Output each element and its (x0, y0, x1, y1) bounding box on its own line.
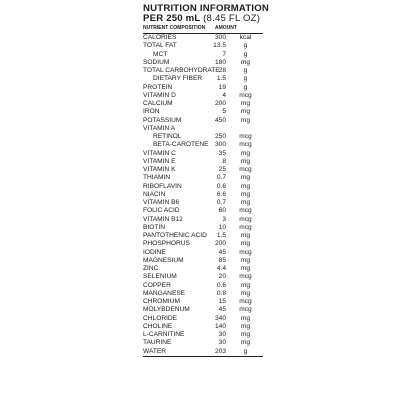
nutrient-name: CHLORIDE (143, 314, 178, 322)
nutrient-amount: 1.5 (216, 75, 226, 83)
nutrient-amount: 0.8 (216, 289, 226, 297)
nutrient-unit: mg (240, 265, 251, 272)
nutrient-unit: mg (240, 190, 251, 198)
nutrient-amount: 4.4 (216, 265, 226, 272)
nutrient-unit: mg (240, 256, 251, 264)
nutrient-unit: g (243, 75, 248, 83)
nutrient-row (143, 298, 263, 306)
nutrient-unit: mg (240, 182, 251, 190)
nutrient-amount: 0.7 (216, 174, 226, 182)
nutrient-amount: 35 (218, 149, 226, 157)
nutrient-unit: mcg (239, 273, 252, 281)
nutrient-unit: mg (240, 149, 251, 157)
nutrient-row (143, 348, 263, 356)
nutrient-name: TOTAL CARBOHYDRATE (143, 67, 220, 74)
nutrient-row (143, 265, 263, 273)
serving-size-imperial: (8.45 FL OZ) (203, 13, 261, 24)
nutrient-row (143, 158, 263, 166)
nutrient-row (143, 183, 263, 191)
nutrient-name: VITAMIN K (143, 166, 176, 173)
nutrient-name: VITAMIN D (143, 91, 176, 99)
nutrient-name: MAGNESIUM (143, 256, 184, 264)
nutrient-unit: mg (240, 232, 251, 239)
nutrient-name: PANTOTHENIC ACID (143, 232, 207, 239)
nutrient-row (143, 306, 263, 314)
nutrient-amount: 6.6 (216, 190, 226, 198)
nutrient-unit: g (243, 50, 248, 58)
nutrient-unit: mg (240, 331, 251, 338)
nutrient-unit: mcg (239, 248, 252, 256)
nutrient-row (143, 108, 263, 116)
nutrient-amount: 1.5 (216, 232, 226, 239)
nutrient-name: MANGANESE (143, 289, 186, 297)
nutrient-name: FOLIC ACID (143, 207, 180, 215)
nutrient-amount: 10 (218, 223, 226, 231)
nutrient-amount: 250 (214, 133, 226, 140)
nutrient-name: VITAMIN B6 (143, 199, 180, 206)
nutrient-row (143, 207, 263, 215)
nutrient-amount: 3 (222, 215, 226, 223)
nutrient-amount: 13.5 (213, 42, 226, 50)
nutrient-row (143, 125, 263, 133)
nutrient-amount: 30 (218, 339, 226, 347)
nutrient-name: RETINOL (153, 133, 182, 140)
nutrient-unit: mg (240, 322, 251, 330)
nutrient-row (143, 51, 263, 59)
nutrient-unit: mcg (239, 207, 252, 215)
nutrient-amount: 60 (218, 207, 226, 215)
nutrient-unit: mcg (239, 141, 252, 149)
nutrient-row (143, 282, 263, 290)
nutrient-row (143, 232, 263, 240)
nutrient-unit: mg (240, 116, 251, 124)
nutrient-row (143, 224, 263, 232)
nutrient-unit: mcg (239, 306, 252, 314)
column-header-nutrient: NUTRIENT COMPOSITION (143, 25, 206, 31)
nutrient-row (143, 199, 263, 207)
nutrient-name: VITAMIN A (143, 124, 176, 132)
nutrient-unit: mg (240, 108, 251, 116)
nutrient-name: RIBOFLAVIN (143, 182, 182, 190)
nutrient-amount: 180 (214, 58, 226, 66)
panel-title: NUTRITION INFORMATION (143, 3, 270, 14)
nutrient-row (143, 174, 263, 182)
nutrient-name: PROTEIN (143, 83, 173, 91)
nutrient-row (143, 249, 263, 257)
nutrient-unit: mg (240, 157, 251, 165)
nutrient-unit: mcg (239, 91, 252, 99)
nutrient-name: VITAMIN E (143, 157, 176, 165)
nutrient-amount: 140 (214, 322, 226, 330)
nutrient-row (143, 141, 263, 149)
nutrient-name: ZINC (143, 265, 159, 272)
nutrient-name: POTASSIUM (143, 116, 182, 124)
nutrient-amount: 19 (218, 83, 226, 91)
nutrient-unit: mcg (239, 133, 252, 140)
nutrient-name: NIACIN (143, 190, 166, 198)
nutrient-amount: 300 (214, 34, 226, 41)
nutrient-name: TOTAL FAT (143, 42, 177, 50)
nutrient-name: COPPER (143, 281, 171, 289)
nutrient-row (143, 133, 263, 141)
nutrient-row (143, 117, 263, 125)
nutrient-name: MCT (153, 50, 168, 58)
nutrient-unit: mg (240, 199, 251, 206)
nutrient-row (143, 191, 263, 199)
nutrient-name: MOLYBDENUM (143, 306, 190, 314)
nutrient-unit: g (243, 67, 248, 74)
nutrient-unit: mcg (239, 298, 252, 305)
nutrient-row (143, 67, 263, 75)
nutrient-row (143, 84, 263, 92)
nutrient-amount: 0.7 (216, 199, 226, 206)
nutrient-name: DIETARY FIBER (153, 75, 203, 83)
nutrient-amount: 200 (214, 100, 226, 107)
nutrient-amount: 4 (222, 91, 226, 99)
nutrient-amount: 45 (218, 306, 226, 314)
nutrient-name: IRON (143, 108, 160, 116)
nutrient-amount: 25 (218, 166, 226, 173)
serving-size (143, 14, 263, 24)
nutrient-name: CHROMIUM (143, 298, 180, 305)
nutrient-amount: 340 (214, 314, 226, 322)
nutrient-unit: g (243, 83, 248, 91)
nutrient-row (143, 273, 263, 281)
nutrient-unit: mg (240, 289, 251, 297)
nutrient-unit: mg (240, 314, 251, 322)
nutrient-unit: mg (240, 174, 251, 182)
serving-size-metric: PER 250 mL (143, 13, 201, 24)
nutrient-unit: mcg (239, 215, 252, 223)
nutrient-amount: 30 (218, 331, 226, 338)
nutrient-unit: mcg (239, 166, 252, 173)
nutrient-amount: 5 (222, 108, 226, 116)
nutrient-name: PHOSPHORUS (143, 240, 190, 248)
nutrient-table (143, 33, 263, 357)
nutrient-name: IODINE (143, 248, 166, 256)
nutrient-row (143, 75, 263, 83)
nutrient-name: BIOTIN (143, 223, 165, 231)
nutrient-amount: 203 (214, 347, 226, 355)
nutrient-unit: mg (240, 100, 251, 107)
nutrient-name: THIAMIN (143, 174, 171, 182)
nutrient-row (143, 92, 263, 100)
nutrient-unit: kcal (239, 34, 252, 41)
nutrient-amount: 8 (222, 157, 226, 165)
nutrient-amount: 200 (214, 240, 226, 248)
nutrient-unit: mcg (239, 223, 252, 231)
nutrient-row (143, 150, 263, 158)
nutrient-unit: g (243, 347, 248, 355)
nutrient-name: CHOLINE (143, 322, 173, 330)
nutrient-amount: 0.6 (216, 182, 226, 190)
nutrient-name: VITAMIN C (143, 149, 176, 157)
nutrient-row (143, 166, 263, 174)
nutrient-amount: 20 (218, 273, 226, 281)
nutrient-name: BETA-CAROTENE (153, 141, 209, 149)
nutrient-row (143, 315, 263, 323)
nutrient-name: SODIUM (143, 58, 170, 66)
nutrient-row (143, 59, 263, 67)
nutrient-row (143, 100, 263, 108)
nutrient-amount: 85 (218, 256, 226, 264)
nutrient-amount: 45 (218, 248, 226, 256)
nutrient-name: TAURINE (143, 339, 172, 347)
nutrient-row (143, 323, 263, 331)
nutrient-amount: 450 (214, 116, 226, 124)
nutrient-row (143, 339, 263, 347)
nutrition-panel (143, 3, 270, 357)
nutrient-name: CALORIES (143, 34, 177, 41)
nutrient-unit: g (243, 42, 248, 50)
nutrient-row (143, 257, 263, 265)
nutrient-amount: 0.6 (216, 281, 226, 289)
nutrient-row (143, 216, 263, 224)
nutrient-row (143, 42, 263, 50)
nutrient-row (143, 331, 263, 339)
nutrient-name: SELENIUM (143, 273, 177, 281)
nutrient-row (143, 34, 263, 42)
nutrient-row (143, 290, 263, 298)
nutrient-name: CALCIUM (143, 100, 173, 107)
nutrient-unit: mg (240, 58, 251, 66)
column-header (143, 25, 263, 32)
nutrient-amount: 7 (222, 50, 226, 58)
nutrient-unit: mg (240, 240, 251, 248)
nutrient-name: L-CARNITINE (143, 331, 185, 338)
nutrient-amount: 300 (214, 141, 226, 149)
nutrient-row (143, 240, 263, 248)
nutrient-amount: 15 (218, 298, 226, 305)
nutrient-amount: 28 (218, 67, 226, 74)
nutrient-unit: mg (240, 339, 251, 347)
nutrient-name: VITAMIN B12 (143, 215, 183, 223)
nutrient-unit: mg (240, 281, 251, 289)
column-header-amount: AMOUNT (215, 25, 237, 31)
nutrient-name: WATER (143, 347, 167, 355)
